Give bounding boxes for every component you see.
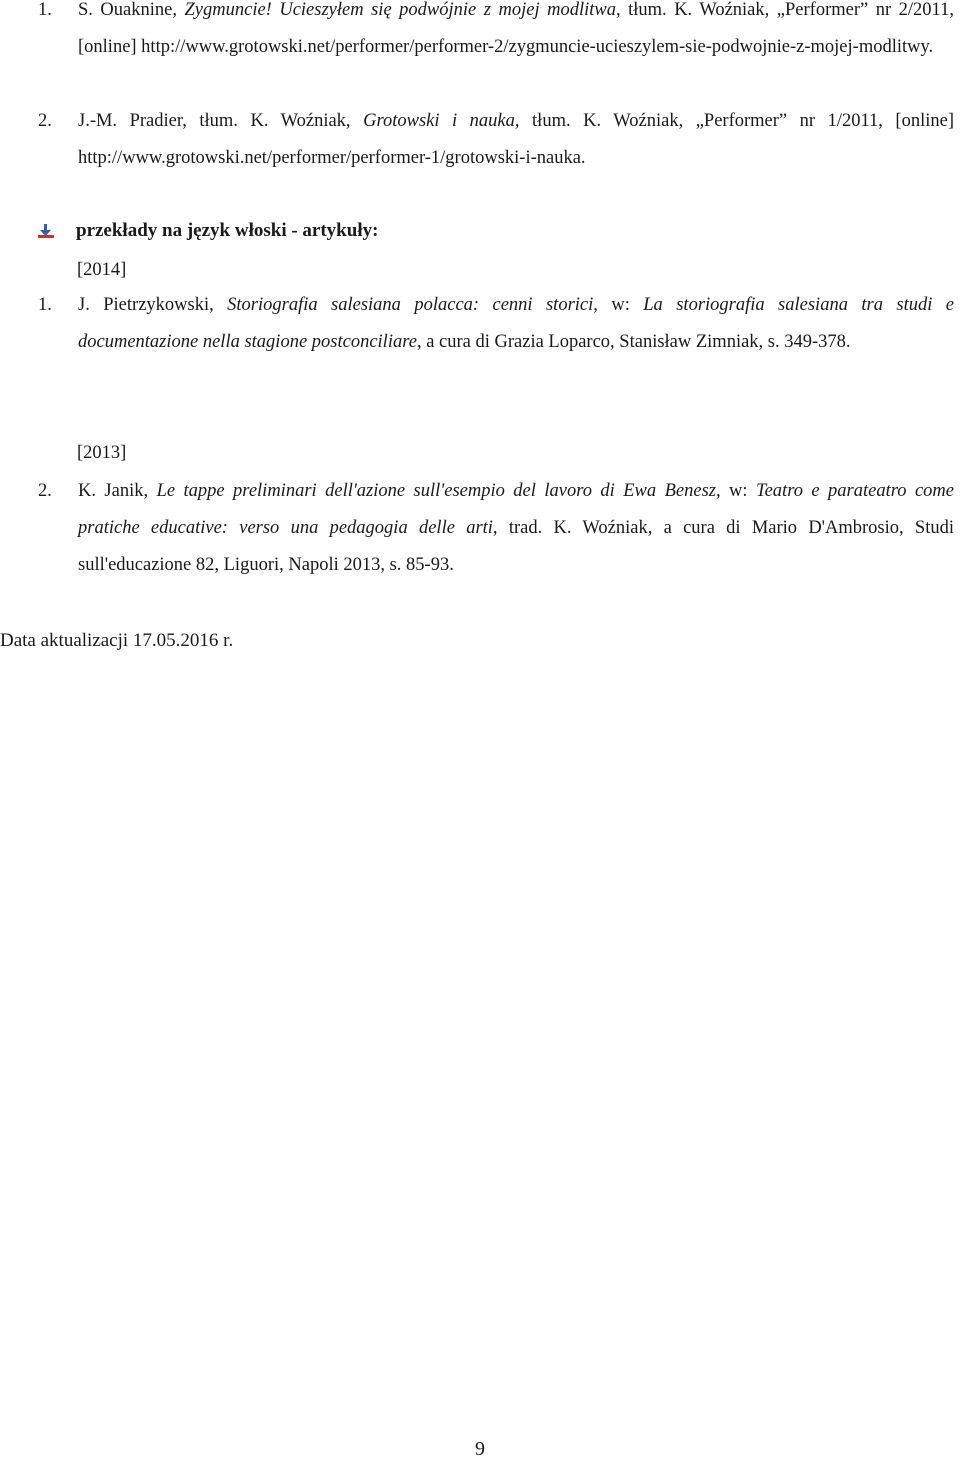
reference-item [38, 287, 954, 361]
reference-text [78, 287, 954, 361]
reference-item [38, 0, 954, 66]
reference-title: Storiografia salesiana polacca: cenni storici [227, 295, 594, 315]
year-label: [2014] [77, 260, 127, 280]
reference-number: 1. [38, 295, 52, 315]
reference-details: , tłum. K. Woźniak, „Performer” nr 2/2011, [online] http://www.grotowski.net/performer/performer-2/zygmuncie-ucieszylem-sie-podwojnie-z-mojej-modlitwy. [78, 0, 954, 57]
reference-book-title: Teatro e parateatro come pratiche educative: verso una pedagogia delle arti [78, 481, 954, 538]
year-label: [2013] [77, 443, 127, 463]
reference-details: , trad. K. Woźniak, a cura di Mario D'Ambrosio, Studi sull'educazione 82, Liguori, Napoli 2013, s. 85-93. [78, 518, 954, 575]
reference-title: Zygmuncie! Ucieszyłem się podwójnie z mojej modlitwa [184, 0, 616, 20]
reference-text [78, 473, 954, 584]
reference-separator: , w: [715, 481, 756, 501]
reference-title: Grotowski i nauka [363, 111, 515, 131]
reference-number: 2. [38, 111, 52, 131]
reference-number: 1. [38, 0, 52, 20]
reference-separator: , w: [593, 295, 644, 315]
reference-book-title: La storiografia salesiana tra studi e documentazione nella stagione postconciliare [78, 295, 955, 352]
reference-number: 2. [38, 481, 52, 501]
reference-author: J. Pietrzykowski, [78, 295, 228, 315]
reference-details: , a cura di Grazia Loparco, Stanisław Zimniak, s. 349-378. [416, 332, 851, 352]
reference-author: S. Ouaknine, [78, 0, 185, 20]
reference-details: , tłum. K. Woźniak, „Performer” nr 1/2011, [online] http://www.grotowski.net/performer/performer-1/grotowski-i-nauka. [78, 111, 954, 168]
update-date: Data aktualizacji 17.05.2016 r. [0, 630, 234, 651]
reference-item [38, 473, 954, 584]
section-heading-text: przekłady na język włoski - artykuły: [76, 220, 379, 241]
bullet-arrow-icon [38, 224, 54, 238]
reference-text [78, 0, 954, 66]
reference-author: K. Janik, [78, 481, 157, 501]
reference-text [78, 103, 954, 177]
reference-author: J.-M. Pradier, tłum. K. Woźniak, [78, 111, 364, 131]
reference-title: Le tappe preliminari dell'azione sull'esempio del lavoro di Ewa Benesz [156, 481, 716, 501]
reference-item [38, 103, 954, 177]
page-number: 9 [475, 1438, 485, 1460]
